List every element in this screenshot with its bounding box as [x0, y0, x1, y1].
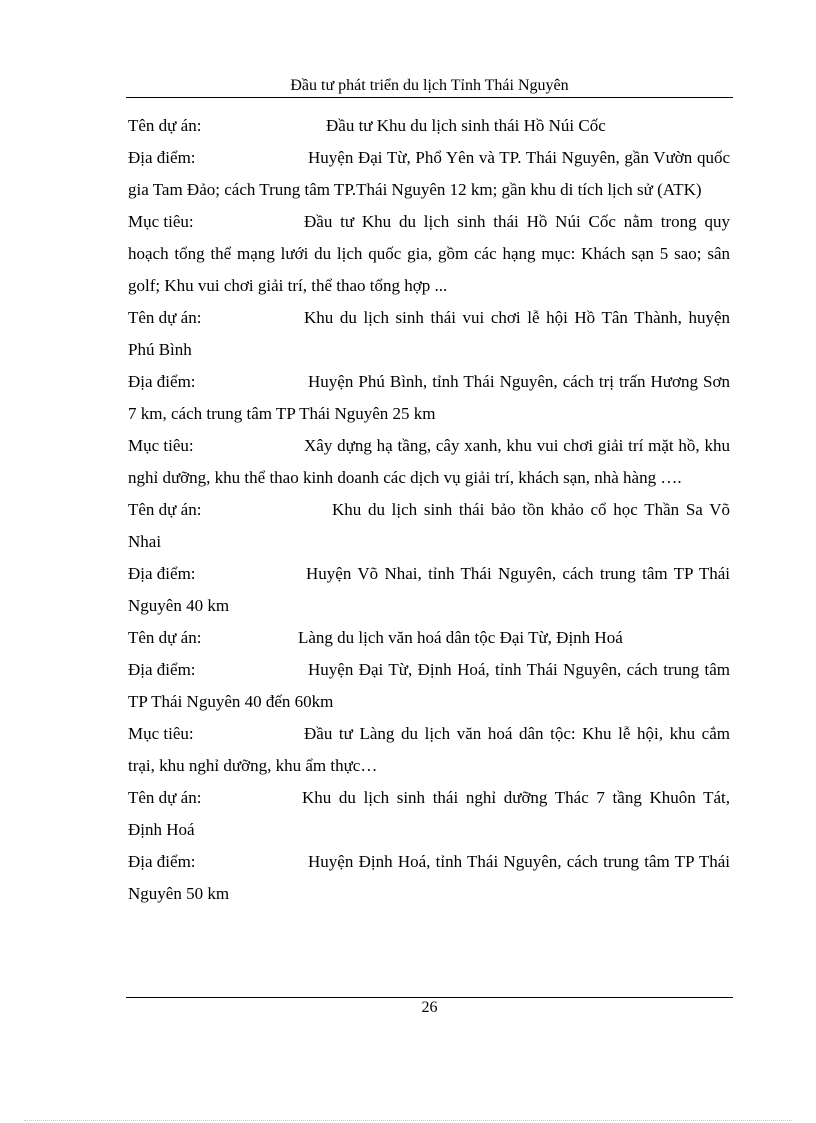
entry-location [128, 654, 730, 718]
page-header-title: Đầu tư phát triển du lịch Tỉnh Thái Nguyên [290, 77, 569, 94]
entry-label: Mục tiêu: [128, 212, 194, 231]
entry-text: Đầu tư Khu du lịch sinh thái Hồ Núi Cốc [326, 116, 606, 135]
entry-label: Tên dự án: [128, 628, 202, 647]
entry-label: Mục tiêu: [128, 724, 194, 743]
entry-text: Đầu tư Làng du lịch văn hoá dân tộc: Khu lễ hội, khu cắm trại, khu nghỉ dưỡng, khu ẩm thực… [128, 724, 730, 775]
entry-text: Đầu tư Khu du lịch sinh thái Hồ Núi Cốc nằm trong quy hoạch tổng thể mạng lưới du lịch quốc gia, gồm các hạng mục: Khách sạn 5 sao; sân golf; Khu vui chơi giải trí, thể thao tổng hợp ... [128, 212, 730, 295]
entry-text: Huyện Võ Nhai, tỉnh Thái Nguyên, cách trung tâm TP Thái Nguyên 40 km [128, 564, 730, 615]
page-number: 26 [421, 999, 438, 1016]
entry-text: Làng du lịch văn hoá dân tộc Đại Từ, Định Hoá [298, 628, 623, 647]
entry-text: Khu du lịch sinh thái bảo tồn khảo cổ học Thần Sa Võ Nhai [128, 500, 730, 551]
entry-location [128, 558, 730, 622]
entry-label: Tên dự án: [128, 308, 202, 327]
entry-objective [128, 430, 730, 494]
entry-label: Tên dự án: [128, 788, 202, 807]
entry-project-name [128, 494, 730, 558]
footer-divider [126, 997, 733, 998]
entry-label: Tên dự án: [128, 500, 202, 519]
entry-label: Địa điểm: [128, 660, 196, 679]
entry-text: Khu du lịch sinh thái nghỉ dưỡng Thác 7 tầng Khuôn Tát, Định Hoá [128, 788, 730, 839]
document-body [128, 110, 730, 910]
entry-project-name [128, 110, 730, 142]
entry-label: Tên dự án: [128, 116, 202, 135]
entry-location [128, 142, 730, 206]
header-divider [126, 97, 733, 98]
page-boundary [24, 1120, 792, 1121]
entry-project-name [128, 302, 730, 366]
entry-label: Địa điểm: [128, 372, 196, 391]
entry-location [128, 366, 730, 430]
entry-label: Địa điểm: [128, 148, 196, 167]
entry-text: Huyện Phú Bình, tỉnh Thái Nguyên, cách trị trấn Hương Sơn 7 km, cách trung tâm TP Thái Nguyên 25 km [128, 372, 730, 423]
entry-text: Huyện Định Hoá, tỉnh Thái Nguyên, cách trung tâm TP Thái Nguyên 50 km [128, 852, 730, 903]
entry-text: Khu du lịch sinh thái vui chơi lễ hội Hồ Tân Thành, huyện Phú Bình [128, 308, 730, 359]
entry-text: Xây dựng hạ tầng, cây xanh, khu vui chơi giải trí mặt hồ, khu nghỉ dưỡng, khu thể thao kinh doanh các dịch vụ giải trí, khách sạn, nhà hàng …. [128, 436, 730, 487]
entry-label: Địa điểm: [128, 852, 196, 871]
entry-objective [128, 206, 730, 302]
entry-location [128, 846, 730, 910]
entry-project-name [128, 622, 730, 654]
entry-objective [128, 718, 730, 782]
entry-text: Huyện Đại Từ, Phổ Yên và TP. Thái Nguyên, gần Vườn quốc gia Tam Đảo; cách Trung tâm TP.Thái Nguyên 12 km; gần khu di tích lịch sử (ATK) [128, 148, 730, 199]
entry-project-name [128, 782, 730, 846]
entry-label: Mục tiêu: [128, 436, 194, 455]
entry-text: Huyện Đại Từ, Định Hoá, tỉnh Thái Nguyên, cách trung tâm TP Thái Nguyên 40 đến 60km [128, 660, 730, 711]
entry-label: Địa điểm: [128, 564, 196, 583]
